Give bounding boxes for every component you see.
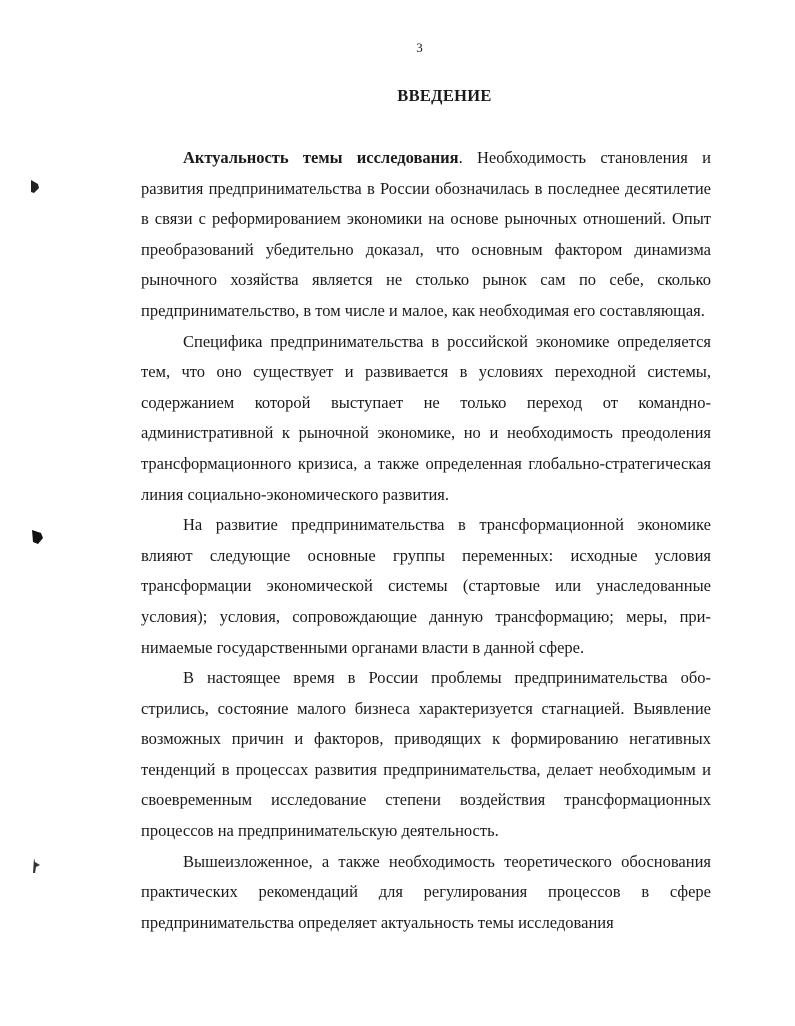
punch-hole-mark-middle	[30, 527, 46, 547]
paragraph-text: Специфика предпринимательства в российской экономике определяется тем, что оно существует и развивается в условиях переходной системы, содержанием которой выступает не только переход от командно-административной к рыночной экономике, но и необходимость преодоления трансформационного кризиса, а также определенная глобально-стратегическая линия социально-экономического развития.	[141, 331, 711, 504]
paragraph-conclusion	[141, 847, 711, 939]
paragraph-relevance	[141, 143, 711, 327]
body-text	[141, 143, 711, 938]
paragraph-text: Вышеизложенное, а также необходимость теоретического обоснования практических рекомендаций для регулирования процессов в сфере предпринимательства определяет актуальность темы исследования	[141, 851, 711, 932]
paragraph-specifics	[141, 327, 711, 511]
section-heading	[0, 86, 795, 106]
page-number-text: 3	[416, 40, 423, 55]
punch-hole-mark-bottom	[30, 857, 44, 875]
punch-hole-mark-top	[28, 178, 42, 196]
paragraph-text: На развитие предпринимательства в трансформационной экономике влияют следующие основные группы переменных: исходные условия трансформации экономической системы (стартовые или унаследованные условия); условия, сопровождающие данную трансформацию; меры, принимаемые государственными органами власти в данной сфере.	[141, 515, 711, 657]
paragraph-variables	[141, 510, 711, 663]
paragraph-text: В настоящее время в России проблемы предпринимательства обострились, состояние малого бизнеса характеризуется стагнацией. Выявление возможных причин и факторов, приводящих к формированию негативных тенденций в процессах развития предпринимательства, делает необходимым и своевременным исследование степени воздействия трансформационных процессов на предпринимательскую деятельность.	[141, 668, 711, 841]
paragraph-text: . Необходимость становления и развития предпринимательства в России обозначилась в последнее десятилетие в связи с реформированием экономики на основе рыночных отношений. Опыт преобразований убедительно доказал, что основным фактором динамизма рыночного хозяйства является не столько рынок сам по себе, сколько предпринимательство, в том числе и малое, как необходимая его составляющая.	[141, 148, 712, 320]
paragraph-lead-bold: Актуальность темы исследования	[183, 148, 459, 167]
section-heading-text: ВВЕДЕНИЕ	[397, 86, 492, 105]
paragraph-current-problems	[141, 663, 711, 847]
page-number	[0, 40, 795, 56]
